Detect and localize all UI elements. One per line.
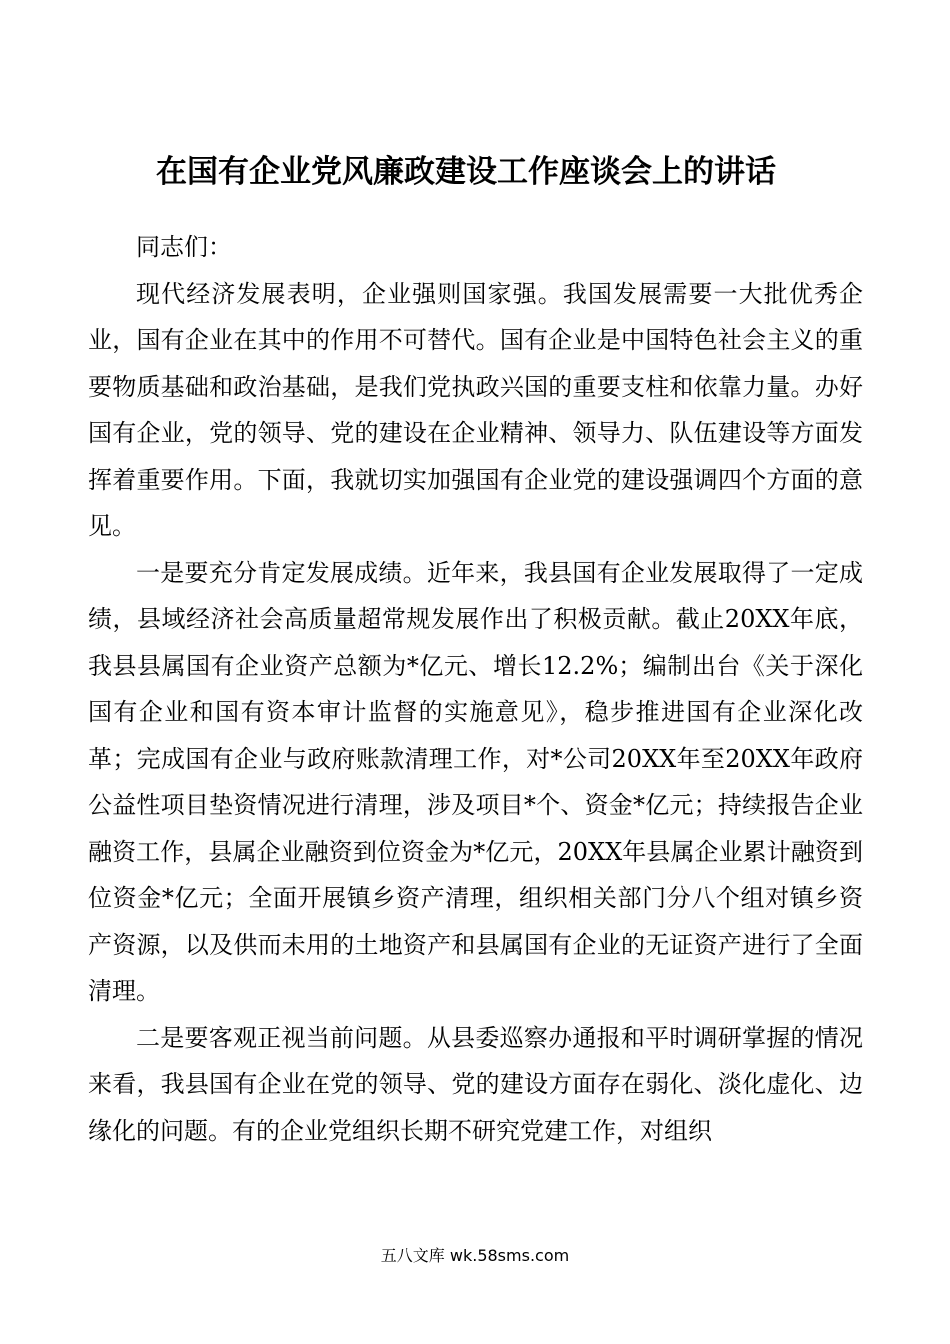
- footer-watermark: 五八文库 wk.58sms.com: [380, 1246, 570, 1265]
- salutation: 同志们：: [136, 233, 232, 261]
- document-title: 在国有企业党风廉政建设工作座谈会上的讲话: [156, 154, 776, 190]
- paragraph-achievements: 一是要充分肯定发展成绩。近年来，我县国有企业发展取得了一定成绩，县域经济社会高质量超常规发展作出了积极贡献。截止20XX年底，我县县属国有企业资产总额为*亿元、增长12.2%；编制出台《关于深化国有企业和国有资本审计监督的实施意见》，稳步推进国有企业深化改革；完成国有企业与政府账款清理工作，对*公司20XX年至20XX年政府公益性项目垫资情况进行清理，涉及项目*个、资金*亿元；持续报告企业融资工作，县属企业融资到位资金为*亿元，20XX年县属企业累计融资到位资金*亿元；全面开展镇乡资产清理，组织相关部门分八个组对镇乡资产资源，以及供而未用的土地资产和县属国有企业的无证资产进行了全面清理。: [88, 558, 863, 1005]
- paragraph-intro: 现代经济发展表明，企业强则国家强。我国发展需要一大批优秀企业，国有企业在其中的作用不可替代。国有企业是中国特色社会主义的重要物质基础和政治基础，是我们党执政兴国的重要支柱和依靠力量。办好国有企业，党的领导、党的建设在企业精神、领导力、队伍建设等方面发挥着重要作用。下面，我就切实加强国有企业党的建设强调四个方面的意见。: [88, 279, 863, 540]
- document-body: [88, 224, 863, 1154]
- paragraph-problems: 二是要客观正视当前问题。从县委巡察办通报和平时调研掌握的情况来看，我县国有企业在党的领导、党的建设方面存在弱化、淡化虚化、边缘化的问题。有的企业党组织长期不研究党建工作，对组织: [88, 1023, 863, 1145]
